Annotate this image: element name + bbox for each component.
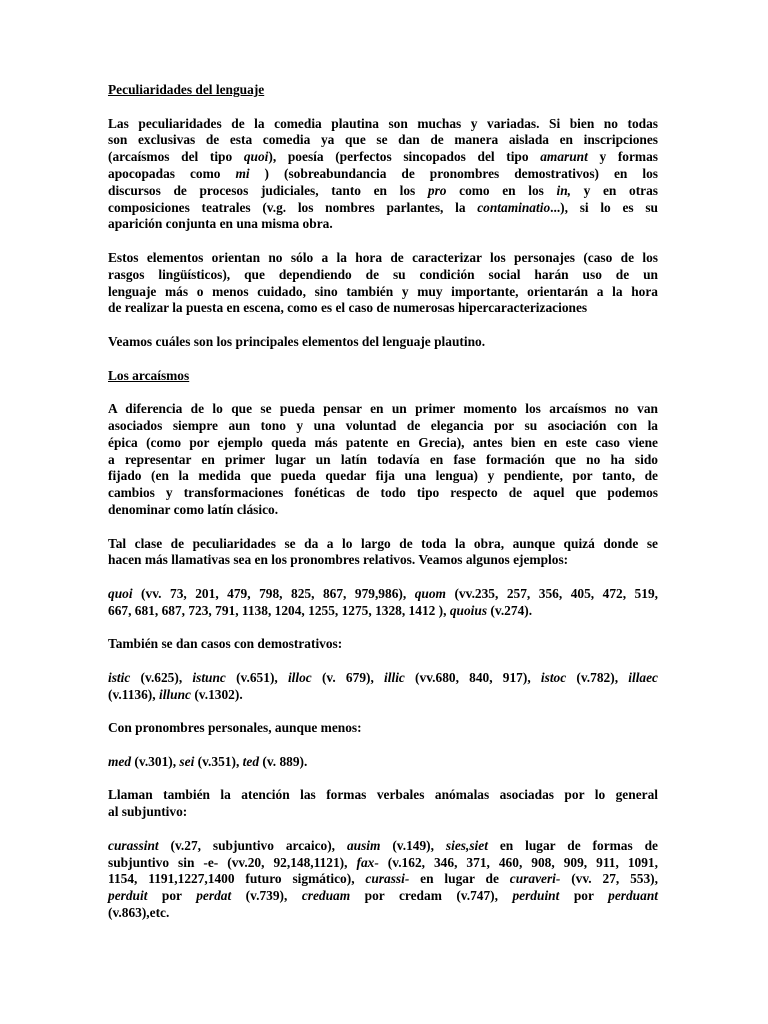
paragraph-intro (108, 116, 658, 234)
text-line: curassint (v.27, subjuntivo arcaico), ausim (v.149), sies,siet en lugar de formas de (108, 837, 658, 853)
text-line: Llaman también la atención las formas verbales anómalas asociadas por lo general (108, 787, 658, 803)
paragraph-verbales-intro (108, 787, 658, 821)
text-line: cambios y transformaciones fonéticas de todo tipo respecto de aquel que podemos (108, 485, 658, 501)
text-line: istic (v.625), istunc (v.651), illoc (v. 679), illic (vv.680, 840, 917), istoc (v.782), illaec (108, 669, 658, 685)
text-line: Estos elementos orientan no sólo a la hora de caracterizar los personajes (caso de los (108, 249, 658, 265)
section-heading-peculiaridades: Peculiaridades del lenguaje (108, 82, 265, 97)
text-line: A diferencia de lo que se pueda pensar en un primer momento los arcaísmos no van (108, 401, 658, 417)
text-line: Las peculiaridades de la comedia plautina son muchas y variadas. Si bien no todas (108, 115, 658, 131)
text-line: de realizar la puesta en escena, como es el caso de numerosas hipercaracterizaciones (108, 300, 588, 316)
text-line: subjuntivo sin -e- (vv.20, 92,148,1121), fax- (v.162, 346, 371, 460, 908, 909, 911, 1091, (108, 854, 658, 870)
text-line: a representar en primer lugar un latín todavía en fase formación que no ha sido (108, 451, 658, 467)
text-line: perduit por perdat (v.739), creduam por credam (v.747), perduint por perduant (108, 888, 658, 904)
text-line: (arcaísmos del tipo quoi), poesía (perfectos sincopados del tipo amarunt y formas (108, 149, 658, 165)
section-heading-arcaismos: Los arcaísmos (108, 367, 190, 383)
paragraph-demostrativos-intro (108, 636, 658, 653)
paragraph-veamos (108, 334, 658, 351)
document-page (108, 82, 658, 939)
paragraph-tal-clase (108, 536, 658, 570)
paragraph-elementos (108, 250, 658, 317)
text-line: composiciones teatrales (v.g. los nombres parlantes, la contaminatio...), si lo es su (108, 199, 658, 215)
text-line: discursos de procesos judiciales, tanto en los pro como en los in, y en otras (108, 182, 658, 198)
text-line: También se dan casos con demostrativos: (108, 636, 343, 652)
text-line: al subjuntivo: (108, 804, 188, 820)
text-line: denominar como latín clásico. (108, 501, 279, 517)
text-line: (v.1136), illunc (v.1302). (108, 686, 243, 702)
text-line: quoi (vv. 73, 201, 479, 798, 825, 867, 979,986), quom (vv.235, 257, 356, 405, 472, 519, (108, 585, 658, 601)
text-line: épica (como por ejemplo queda más patente en Grecia), antes bien en este caso viene (108, 434, 658, 450)
text-line: Con pronombres personales, aunque menos: (108, 720, 362, 736)
text-line: Tal clase de peculiaridades se da a lo largo de toda la obra, aunque quizá donde se (108, 535, 658, 551)
paragraph-verbales-ejemplos (108, 838, 658, 922)
text-line: hacen más llamativas sea en los pronombres relativos. Veamos algunos ejemplos: (108, 552, 569, 568)
text-line: 667, 681, 687, 723, 791, 1138, 1204, 1255, 1275, 1328, 1412 ), quoius (v.274). (108, 602, 533, 618)
paragraph-personales-ejemplos (108, 754, 658, 771)
text-line: fijado (en la medida que pueda quedar fija una lengua) y pendiente, por tanto, de (108, 468, 658, 484)
paragraph-relativos-ejemplos (108, 586, 658, 620)
text-line: rasgos lingüísticos), que dependiendo de su condición social harán uso de un (108, 266, 658, 282)
paragraph-demostrativos-ejemplos (108, 670, 658, 704)
text-line: apocopadas como mi ) (sobreabundancia de pronombres demostrativos) en los (108, 165, 658, 181)
text-line: med (v.301), sei (v.351), ted (v. 889). (108, 753, 308, 769)
text-line: 1154, 1191,1227,1400 futuro sigmático), curassi- en lugar de curaveri- (vv. 27, 553), (108, 871, 658, 887)
paragraph-arcaismos (108, 401, 658, 519)
text-line: Veamos cuáles son los principales elementos del lenguaje plautino. (108, 333, 486, 349)
paragraph-personales-intro (108, 720, 658, 737)
text-line: lenguaje más o menos cuidado, sino también y muy importante, orientarán a la hora (108, 283, 658, 299)
text-line: son exclusivas de esta comedia ya que se dan de manera aislada en inscripciones (108, 132, 658, 148)
text-line: aparición conjunta en una misma obra. (108, 216, 333, 232)
text-line: (v.863),etc. (108, 905, 170, 921)
text-line: asociados siempre aun tono y una voluntad de elegancia por su asociación con la (108, 417, 658, 433)
